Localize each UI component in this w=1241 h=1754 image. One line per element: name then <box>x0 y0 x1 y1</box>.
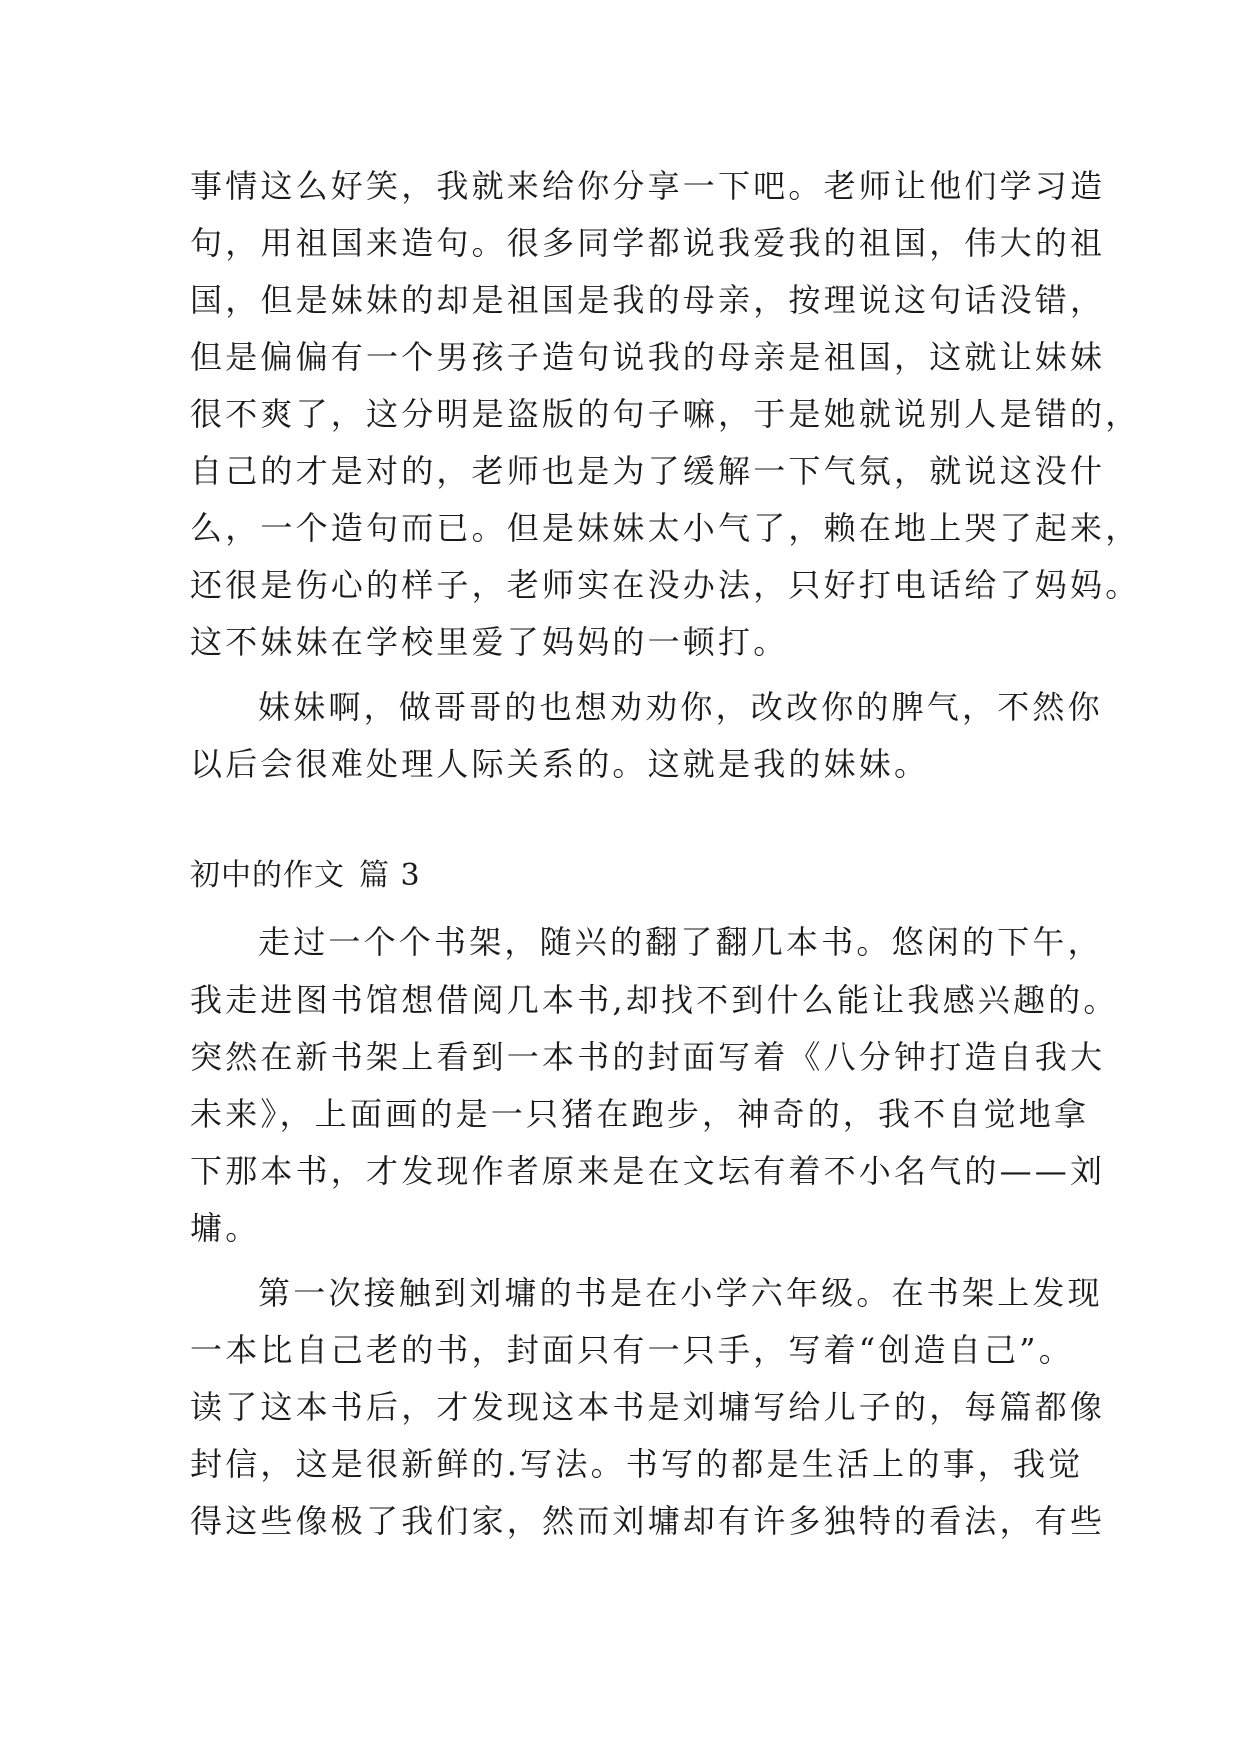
heading-title: 初中的作文 <box>190 858 345 893</box>
paragraph-line: 但是偏偏有一个男孩子造句说我的母亲是祖国，这就让妹妹 <box>190 338 1106 376</box>
paragraph-line: 我走进图书馆想借阅几本书,却找不到什么能让我感兴趣的。 <box>190 981 1119 1019</box>
paragraph-line: 突然在新书架上看到一本书的封面写着《八分钟打造自我大 <box>190 1038 1106 1076</box>
paragraph-line: 国，但是妹妹的却是祖国是我的母亲，按理说这句话没错， <box>190 281 1106 319</box>
paragraph-line: 自己的才是对的，老师也是为了缓解一下气氛，就说这没什 <box>190 452 1106 490</box>
paragraph-line: 事情这么好笑，我就来给你分享一下吧。老师让他们学习造 <box>190 167 1106 205</box>
paragraph-line: 第一次接触到刘墉的书是在小学六年级。在书架上发现 <box>258 1274 1103 1312</box>
paragraph-line: 很不爽了，这分明是盗版的句子嘛，于是她就说别人是错的， <box>190 395 1141 433</box>
paragraph-line: 这不妹妹在学校里爱了妈妈的一顿打。 <box>190 623 789 661</box>
paragraph-line: 么，一个造句而已。但是妹妹太小气了，赖在地上哭了起来， <box>190 509 1141 547</box>
heading-part: 篇 3 <box>359 858 421 893</box>
paragraph-line: 妹妹啊，做哥哥的也想劝劝你，改改你的脾气，不然你 <box>258 688 1103 726</box>
paragraph-line: 句，用祖国来造句。很多同学都说我爱我的祖国，伟大的祖 <box>190 224 1106 262</box>
paragraph-line: 以后会很难处理人际关系的。这就是我的妹妹。 <box>190 745 930 783</box>
paragraph-line: 读了这本书后，才发现这本书是刘墉写给儿子的，每篇都像 <box>190 1388 1106 1426</box>
paragraph-line: 走过一个个书架，随兴的翻了翻几本书。悠闲的下午， <box>258 923 1103 961</box>
paragraph-line: 得这些像极了我们家，然而刘墉却有许多独特的看法，有些 <box>190 1502 1106 1540</box>
paragraph-line: 未来》，上面画的是一只猪在跑步，神奇的，我不自觉地拿 <box>190 1095 1090 1133</box>
section-heading <box>190 856 421 896</box>
paragraph-line: 一本比自己老的书，封面只有一只手，写着“创造自己”。 <box>190 1331 1074 1369</box>
paragraph-line: 封信，这是很新鲜的.写法。书写的都是生活上的事，我觉 <box>190 1445 1084 1483</box>
paragraph-line: 下那本书，才发现作者原来是在文坛有着不小名气的——刘 <box>190 1152 1106 1190</box>
paragraph-line: 墉。 <box>190 1209 261 1247</box>
paragraph-line: 还很是伤心的样子，老师实在没办法，只好打电话给了妈妈。 <box>190 566 1141 604</box>
